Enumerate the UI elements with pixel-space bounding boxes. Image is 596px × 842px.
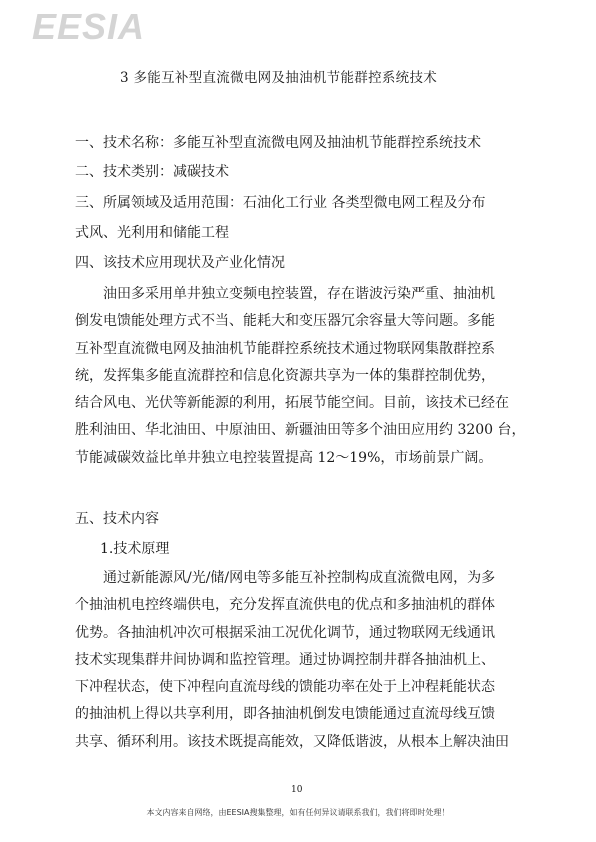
- paragraph-line: 下冲程状态，使下冲程向直流母线的馈能功率在处于上冲程耗能状态: [75, 679, 495, 696]
- principle-paragraph: [75, 565, 521, 756]
- scope-line-2: 式风、光利用和储能工程: [75, 225, 229, 241]
- document-title: 3 多能互补型直流微电网及抽油机节能群控系统技术: [120, 70, 438, 86]
- paragraph-line: 互补型直流微电网及抽油机节能群控系统技术通过物联网集散群控系: [75, 340, 495, 357]
- status-paragraph: [75, 281, 526, 472]
- tech-category-line: 二、技术类别：减碳技术: [75, 164, 229, 180]
- paragraph-line: 油田多采用单井独立变频电控装置，存在谐波污染严重、抽油机: [103, 286, 495, 302]
- subsection-1-heading: 1.技术原理: [100, 541, 170, 557]
- paragraph-line: 胜利油田、华北油田、中原油田、新疆油田等多个油田应用约 3200 台，: [75, 422, 526, 439]
- scope-line-1: 三、所属领域及适用范围：石油化工行业 各类型微电网工程及分布: [75, 195, 486, 211]
- paragraph-line: 个抽油机电控终端供电，充分发挥直流供电的优点和多抽油机的群体: [75, 597, 495, 614]
- footer-disclaimer: 本文内容来自网络，由EESIA搜集整理，如有任何异议请联系我们，我们将即时处理！: [146, 808, 450, 817]
- paragraph-line: 优势。各抽油机冲次可根据采油工况优化调节，通过物联网无线通讯: [75, 624, 495, 641]
- paragraph-line: 倒发电馈能处理方式不当、能耗大和变压器冗余容量大等问题。多能: [75, 313, 495, 330]
- paragraph-line: 的抽油机上得以共享利用，即各抽油机倒发电馈能通过直流母线互馈: [75, 706, 495, 723]
- paragraph-line: 技术实现集群井间协调和监控管理。通过协调控制井群各抽油机上、: [75, 651, 495, 668]
- paragraph-line: 共享、循环利用。该技术既提高能效，又降低谐波，从根本上解决油田: [75, 733, 509, 750]
- paragraph-line: 统，发挥集多能直流群控和信息化资源共享为一体的集群控制优势，: [75, 367, 495, 384]
- tech-name-line: 一、技术名称：多能互补型直流微电网及抽油机节能群控系统技术: [75, 135, 481, 151]
- paragraph-line: 节能减碳效益比单井独立电控装置提高 12～19%，市场前景广阔。: [75, 449, 493, 466]
- paragraph-line: 通过新能源风/光/储/网电等多能互补控制构成直流微电网，为多: [103, 570, 496, 586]
- status-heading: 四、该技术应用现状及产业化情况: [75, 255, 285, 271]
- eesia-logo: EESIA: [32, 6, 146, 47]
- paragraph-line: 结合风电、光伏等新能源的利用，拓展节能空间。目前，该技术已经在: [75, 395, 509, 412]
- section-5-heading: 五、技术内容: [75, 511, 159, 527]
- page-number: 10: [291, 785, 303, 795]
